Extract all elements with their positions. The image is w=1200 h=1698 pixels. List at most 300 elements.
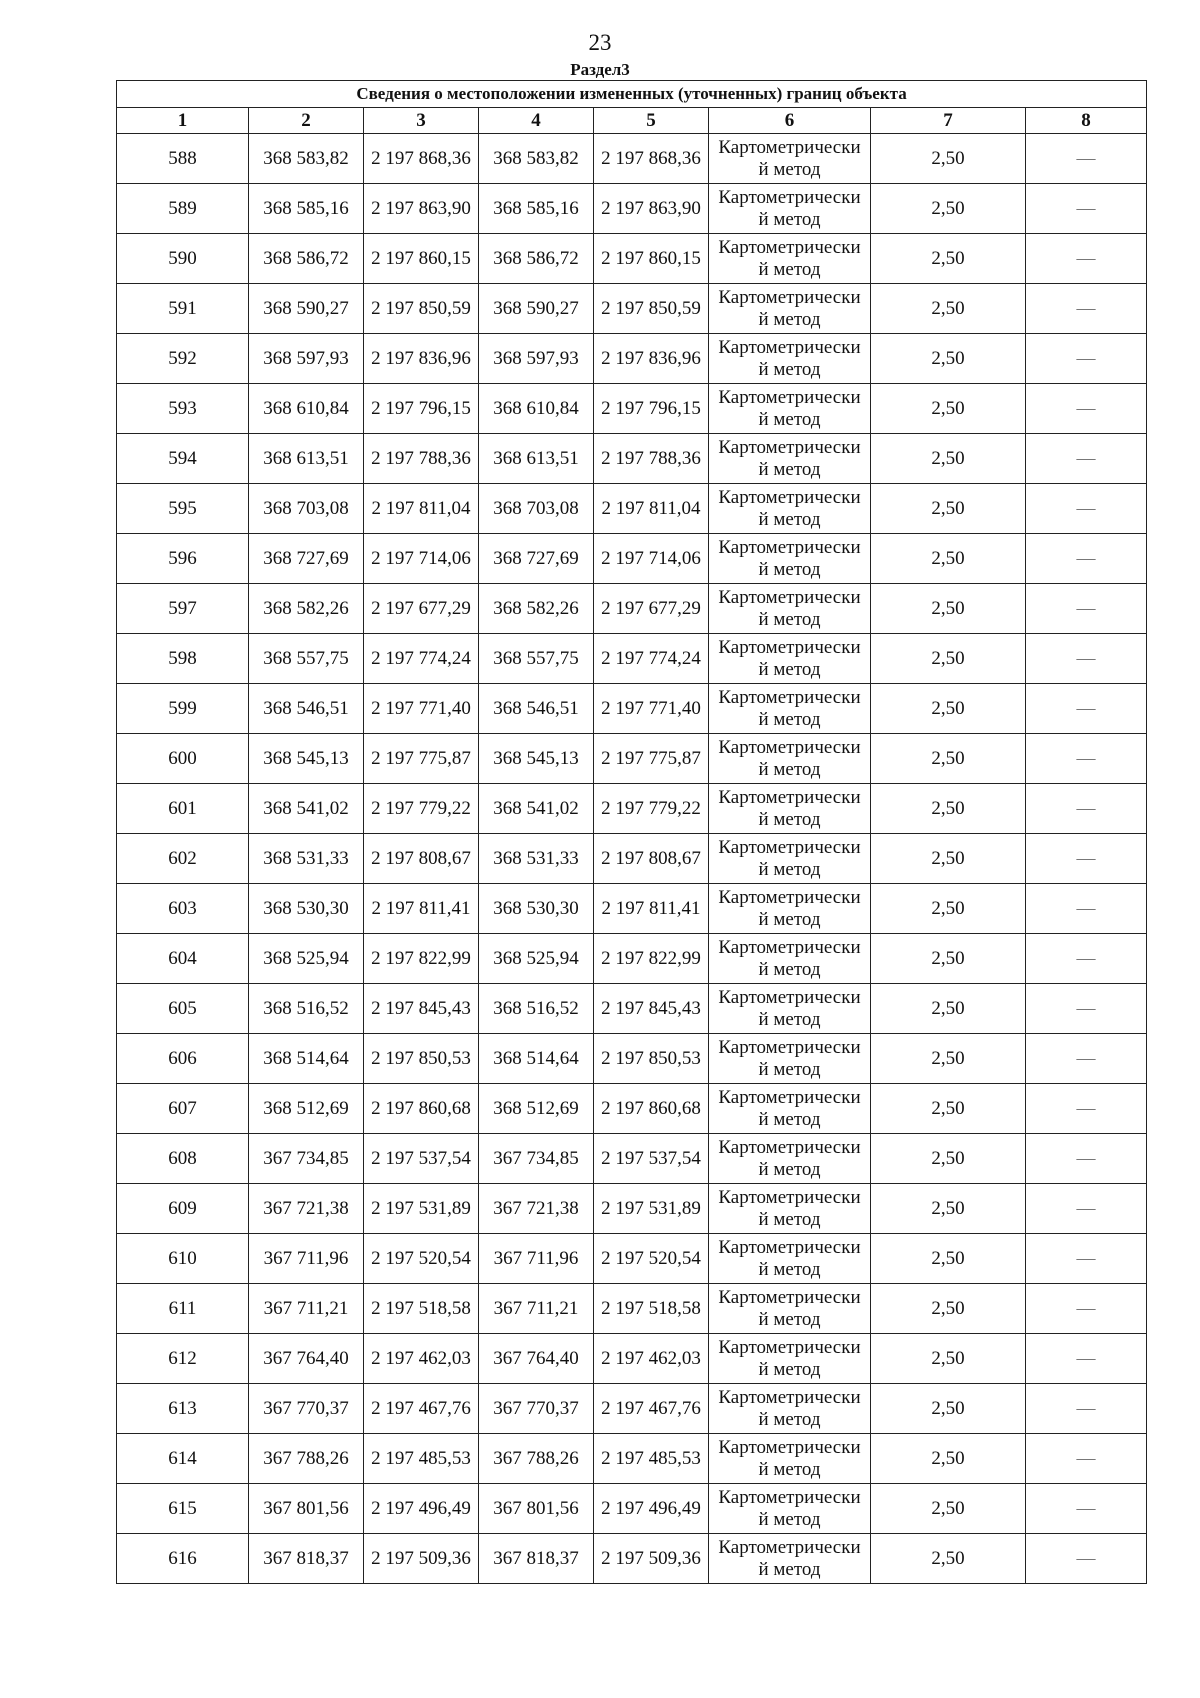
x-old-cell: 367 788,26: [249, 1434, 364, 1484]
method-line-1: Картометрически: [718, 236, 861, 258]
x-new-cell: 367 734,85: [479, 1134, 594, 1184]
method-cell: [709, 1484, 871, 1534]
x-old-cell: 368 514,64: [249, 1034, 364, 1084]
description-cell: —: [1026, 1284, 1147, 1334]
point-number-cell: 606: [117, 1034, 249, 1084]
method-line-2: й метод: [758, 1558, 821, 1580]
method-line-1: Картометрически: [718, 436, 861, 458]
y-new-cell: 2 197 836,96: [594, 334, 709, 384]
point-number-cell: 597: [117, 584, 249, 634]
x-new-cell: 368 703,08: [479, 484, 594, 534]
y-old-cell: 2 197 509,36: [364, 1534, 479, 1584]
x-new-cell: 367 711,96: [479, 1234, 594, 1284]
method-line-1: Картометрически: [718, 286, 861, 308]
accuracy-cell: 2,50: [871, 1534, 1026, 1584]
method-line-1: Картометрически: [718, 1536, 861, 1558]
method-line-1: Картометрически: [718, 836, 861, 858]
accuracy-cell: 2,50: [871, 334, 1026, 384]
method-cell: [709, 784, 871, 834]
point-number-cell: 612: [117, 1334, 249, 1384]
method-line-1: Картометрически: [718, 636, 861, 658]
boundary-coordinates-table: [116, 80, 1147, 1584]
point-number-cell: 602: [117, 834, 249, 884]
y-new-cell: 2 197 467,76: [594, 1384, 709, 1434]
point-number-cell: 604: [117, 934, 249, 984]
x-old-cell: 368 516,52: [249, 984, 364, 1034]
method-line-2: й метод: [758, 808, 821, 830]
method-cell: [709, 1384, 871, 1434]
table-row: [117, 384, 1147, 434]
description-cell: —: [1026, 334, 1147, 384]
x-old-cell: 367 801,56: [249, 1484, 364, 1534]
y-old-cell: 2 197 771,40: [364, 684, 479, 734]
y-new-cell: 2 197 771,40: [594, 684, 709, 734]
method-cell: [709, 384, 871, 434]
accuracy-cell: 2,50: [871, 534, 1026, 584]
description-cell: —: [1026, 1034, 1147, 1084]
method-line-2: й метод: [758, 1208, 821, 1230]
x-new-cell: 368 525,94: [479, 934, 594, 984]
description-cell: —: [1026, 1534, 1147, 1584]
accuracy-cell: 2,50: [871, 684, 1026, 734]
method-cell: [709, 484, 871, 534]
x-new-cell: 367 818,37: [479, 1534, 594, 1584]
table-row: [117, 934, 1147, 984]
method-cell: [709, 934, 871, 984]
description-cell: —: [1026, 134, 1147, 184]
accuracy-cell: 2,50: [871, 884, 1026, 934]
method-cell: [709, 1534, 871, 1584]
description-cell: —: [1026, 184, 1147, 234]
accuracy-cell: 2,50: [871, 1434, 1026, 1484]
y-old-cell: 2 197 863,90: [364, 184, 479, 234]
method-line-2: й метод: [758, 1058, 821, 1080]
method-cell: [709, 1284, 871, 1334]
point-number-cell: 615: [117, 1484, 249, 1534]
x-new-cell: 368 610,84: [479, 384, 594, 434]
method-cell: [709, 834, 871, 884]
method-cell: [709, 134, 871, 184]
table-row: [117, 1184, 1147, 1234]
table-row: [117, 1284, 1147, 1334]
y-new-cell: 2 197 822,99: [594, 934, 709, 984]
y-new-cell: 2 197 808,67: [594, 834, 709, 884]
table-row: [117, 1534, 1147, 1584]
x-new-cell: 368 583,82: [479, 134, 594, 184]
method-cell: [709, 334, 871, 384]
description-cell: —: [1026, 784, 1147, 834]
column-header-6: 6: [709, 108, 871, 134]
accuracy-cell: 2,50: [871, 1384, 1026, 1434]
method-cell: [709, 1034, 871, 1084]
y-new-cell: 2 197 531,89: [594, 1184, 709, 1234]
y-new-cell: 2 197 774,24: [594, 634, 709, 684]
x-old-cell: 368 597,93: [249, 334, 364, 384]
method-line-2: й метод: [758, 1408, 821, 1430]
method-cell: [709, 1234, 871, 1284]
method-line-1: Картометрически: [718, 736, 861, 758]
x-old-cell: 367 711,21: [249, 1284, 364, 1334]
method-cell: [709, 1184, 871, 1234]
x-new-cell: 368 557,75: [479, 634, 594, 684]
table-row: [117, 784, 1147, 834]
method-line-1: Картометрически: [718, 1486, 861, 1508]
x-old-cell: 368 583,82: [249, 134, 364, 184]
y-new-cell: 2 197 860,68: [594, 1084, 709, 1134]
description-cell: —: [1026, 584, 1147, 634]
table-row: [117, 1234, 1147, 1284]
method-cell: [709, 434, 871, 484]
x-old-cell: 367 818,37: [249, 1534, 364, 1584]
accuracy-cell: 2,50: [871, 834, 1026, 884]
method-line-2: й метод: [758, 1358, 821, 1380]
y-new-cell: 2 197 462,03: [594, 1334, 709, 1384]
method-line-2: й метод: [758, 158, 821, 180]
y-new-cell: 2 197 863,90: [594, 184, 709, 234]
method-line-2: й метод: [758, 458, 821, 480]
accuracy-cell: 2,50: [871, 934, 1026, 984]
method-line-1: Картометрически: [718, 1336, 861, 1358]
table-row: [117, 1484, 1147, 1534]
x-old-cell: 368 545,13: [249, 734, 364, 784]
x-old-cell: 368 610,84: [249, 384, 364, 434]
description-cell: —: [1026, 534, 1147, 584]
accuracy-cell: 2,50: [871, 284, 1026, 334]
x-old-cell: 368 586,72: [249, 234, 364, 284]
method-line-2: й метод: [758, 208, 821, 230]
x-new-cell: 367 764,40: [479, 1334, 594, 1384]
description-cell: —: [1026, 884, 1147, 934]
description-cell: —: [1026, 434, 1147, 484]
x-new-cell: 368 516,52: [479, 984, 594, 1034]
y-old-cell: 2 197 714,06: [364, 534, 479, 584]
x-old-cell: 367 764,40: [249, 1334, 364, 1384]
table-row: [117, 1334, 1147, 1384]
table-body: [117, 134, 1147, 1584]
point-number-cell: 607: [117, 1084, 249, 1134]
method-line-1: Картометрически: [718, 986, 861, 1008]
description-cell: —: [1026, 834, 1147, 884]
y-new-cell: 2 197 496,49: [594, 1484, 709, 1534]
y-old-cell: 2 197 850,53: [364, 1034, 479, 1084]
method-line-1: Картометрически: [718, 536, 861, 558]
x-old-cell: 368 585,16: [249, 184, 364, 234]
y-old-cell: 2 197 485,53: [364, 1434, 479, 1484]
method-line-1: Картометрически: [718, 1436, 861, 1458]
y-old-cell: 2 197 808,67: [364, 834, 479, 884]
point-number-cell: 609: [117, 1184, 249, 1234]
x-new-cell: 368 530,30: [479, 884, 594, 934]
method-line-1: Картометрически: [718, 336, 861, 358]
y-new-cell: 2 197 779,22: [594, 784, 709, 834]
table-row: [117, 1034, 1147, 1084]
point-number-cell: 608: [117, 1134, 249, 1184]
x-old-cell: 368 590,27: [249, 284, 364, 334]
accuracy-cell: 2,50: [871, 234, 1026, 284]
x-old-cell: 367 711,96: [249, 1234, 364, 1284]
method-line-2: й метод: [758, 1158, 821, 1180]
method-line-2: й метод: [758, 608, 821, 630]
accuracy-cell: 2,50: [871, 734, 1026, 784]
y-old-cell: 2 197 518,58: [364, 1284, 479, 1334]
y-old-cell: 2 197 775,87: [364, 734, 479, 784]
x-new-cell: 367 721,38: [479, 1184, 594, 1234]
y-old-cell: 2 197 860,68: [364, 1084, 479, 1134]
y-new-cell: 2 197 485,53: [594, 1434, 709, 1484]
method-line-1: Картометрически: [718, 586, 861, 608]
point-number-cell: 598: [117, 634, 249, 684]
y-old-cell: 2 197 836,96: [364, 334, 479, 384]
x-old-cell: 368 530,30: [249, 884, 364, 934]
method-cell: [709, 284, 871, 334]
method-line-1: Картометрически: [718, 686, 861, 708]
point-number-cell: 616: [117, 1534, 249, 1584]
y-old-cell: 2 197 537,54: [364, 1134, 479, 1184]
y-new-cell: 2 197 775,87: [594, 734, 709, 784]
x-old-cell: 367 770,37: [249, 1384, 364, 1434]
method-line-1: Картометрически: [718, 1236, 861, 1258]
table-row: [117, 284, 1147, 334]
y-old-cell: 2 197 467,76: [364, 1384, 479, 1434]
method-line-2: й метод: [758, 1508, 821, 1530]
table-caption: Сведения о местоположении измененных (уточненных) границ объекта: [117, 81, 1147, 108]
description-cell: —: [1026, 484, 1147, 534]
y-old-cell: 2 197 868,36: [364, 134, 479, 184]
x-old-cell: 368 512,69: [249, 1084, 364, 1134]
description-cell: —: [1026, 734, 1147, 784]
x-old-cell: 368 546,51: [249, 684, 364, 734]
x-new-cell: 368 727,69: [479, 534, 594, 584]
y-new-cell: 2 197 811,04: [594, 484, 709, 534]
description-cell: —: [1026, 684, 1147, 734]
description-cell: —: [1026, 634, 1147, 684]
description-cell: —: [1026, 284, 1147, 334]
method-cell: [709, 184, 871, 234]
accuracy-cell: 2,50: [871, 434, 1026, 484]
y-old-cell: 2 197 496,49: [364, 1484, 479, 1534]
method-cell: [709, 634, 871, 684]
table-row: [117, 1084, 1147, 1134]
method-line-1: Картометрически: [718, 1086, 861, 1108]
accuracy-cell: 2,50: [871, 1084, 1026, 1134]
description-cell: —: [1026, 1484, 1147, 1534]
method-line-1: Картометрически: [718, 136, 861, 158]
method-line-1: Картометрически: [718, 1386, 861, 1408]
point-number-cell: 613: [117, 1384, 249, 1434]
accuracy-cell: 2,50: [871, 1334, 1026, 1384]
x-new-cell: 367 788,26: [479, 1434, 594, 1484]
y-old-cell: 2 197 796,15: [364, 384, 479, 434]
x-new-cell: 367 711,21: [479, 1284, 594, 1334]
x-new-cell: 368 585,16: [479, 184, 594, 234]
y-new-cell: 2 197 520,54: [594, 1234, 709, 1284]
y-new-cell: 2 197 860,15: [594, 234, 709, 284]
accuracy-cell: 2,50: [871, 1134, 1026, 1184]
method-line-2: й метод: [758, 508, 821, 530]
y-new-cell: 2 197 518,58: [594, 1284, 709, 1334]
y-old-cell: 2 197 788,36: [364, 434, 479, 484]
method-line-2: й метод: [758, 658, 821, 680]
y-old-cell: 2 197 811,04: [364, 484, 479, 534]
method-line-1: Картометрически: [718, 1286, 861, 1308]
y-new-cell: 2 197 845,43: [594, 984, 709, 1034]
accuracy-cell: 2,50: [871, 984, 1026, 1034]
accuracy-cell: 2,50: [871, 1184, 1026, 1234]
method-line-1: Картометрически: [718, 936, 861, 958]
column-header-2: 2: [249, 108, 364, 134]
point-number-cell: 601: [117, 784, 249, 834]
accuracy-cell: 2,50: [871, 384, 1026, 434]
x-old-cell: 368 531,33: [249, 834, 364, 884]
x-old-cell: 368 582,26: [249, 584, 364, 634]
description-cell: —: [1026, 1334, 1147, 1384]
accuracy-cell: 2,50: [871, 134, 1026, 184]
point-number-cell: 589: [117, 184, 249, 234]
method-line-2: й метод: [758, 408, 821, 430]
x-old-cell: 368 727,69: [249, 534, 364, 584]
y-old-cell: 2 197 531,89: [364, 1184, 479, 1234]
table-row: [117, 534, 1147, 584]
point-number-cell: 611: [117, 1284, 249, 1334]
point-number-cell: 593: [117, 384, 249, 434]
column-header-7: 7: [871, 108, 1026, 134]
point-number-cell: 605: [117, 984, 249, 1034]
point-number-cell: 590: [117, 234, 249, 284]
method-cell: [709, 584, 871, 634]
description-cell: —: [1026, 984, 1147, 1034]
table-row: [117, 184, 1147, 234]
table-row: [117, 484, 1147, 534]
table-row: [117, 834, 1147, 884]
method-line-2: й метод: [758, 558, 821, 580]
method-line-2: й метод: [758, 1008, 821, 1030]
point-number-cell: 603: [117, 884, 249, 934]
column-header-5: 5: [594, 108, 709, 134]
description-cell: —: [1026, 1234, 1147, 1284]
column-header-4: 4: [479, 108, 594, 134]
method-line-2: й метод: [758, 358, 821, 380]
table-row: [117, 884, 1147, 934]
accuracy-cell: 2,50: [871, 1234, 1026, 1284]
x-new-cell: 367 770,37: [479, 1384, 594, 1434]
method-line-1: Картометрически: [718, 486, 861, 508]
method-line-2: й метод: [758, 758, 821, 780]
accuracy-cell: 2,50: [871, 634, 1026, 684]
x-new-cell: 368 514,64: [479, 1034, 594, 1084]
method-line-2: й метод: [758, 708, 821, 730]
point-number-cell: 599: [117, 684, 249, 734]
method-line-2: й метод: [758, 1258, 821, 1280]
accuracy-cell: 2,50: [871, 784, 1026, 834]
x-old-cell: 368 541,02: [249, 784, 364, 834]
x-new-cell: 368 590,27: [479, 284, 594, 334]
table-row: [117, 984, 1147, 1034]
y-old-cell: 2 197 779,22: [364, 784, 479, 834]
x-new-cell: 368 582,26: [479, 584, 594, 634]
table-row: [117, 734, 1147, 784]
point-number-cell: 610: [117, 1234, 249, 1284]
method-line-1: Картометрически: [718, 386, 861, 408]
method-line-2: й метод: [758, 1108, 821, 1130]
y-new-cell: 2 197 714,06: [594, 534, 709, 584]
y-old-cell: 2 197 850,59: [364, 284, 479, 334]
y-old-cell: 2 197 462,03: [364, 1334, 479, 1384]
y-old-cell: 2 197 811,41: [364, 884, 479, 934]
accuracy-cell: 2,50: [871, 484, 1026, 534]
column-header-row: [117, 108, 1147, 134]
accuracy-cell: 2,50: [871, 1034, 1026, 1084]
method-line-1: Картометрически: [718, 1136, 861, 1158]
y-new-cell: 2 197 796,15: [594, 384, 709, 434]
accuracy-cell: 2,50: [871, 1284, 1026, 1334]
section-title: Раздел3: [570, 60, 630, 79]
x-new-cell: 368 613,51: [479, 434, 594, 484]
table-row: [117, 1434, 1147, 1484]
method-line-2: й метод: [758, 908, 821, 930]
method-cell: [709, 1134, 871, 1184]
method-cell: [709, 1434, 871, 1484]
y-old-cell: 2 197 845,43: [364, 984, 479, 1034]
x-old-cell: 368 613,51: [249, 434, 364, 484]
y-old-cell: 2 197 520,54: [364, 1234, 479, 1284]
method-line-2: й метод: [758, 1458, 821, 1480]
x-new-cell: 368 512,69: [479, 1084, 594, 1134]
x-old-cell: 367 734,85: [249, 1134, 364, 1184]
y-new-cell: 2 197 850,53: [594, 1034, 709, 1084]
method-cell: [709, 534, 871, 584]
table-row: [117, 684, 1147, 734]
description-cell: —: [1026, 1384, 1147, 1434]
point-number-cell: 614: [117, 1434, 249, 1484]
x-new-cell: 368 546,51: [479, 684, 594, 734]
table-caption-row: [117, 81, 1147, 108]
method-cell: [709, 734, 871, 784]
x-new-cell: 368 597,93: [479, 334, 594, 384]
x-new-cell: 368 545,13: [479, 734, 594, 784]
description-cell: —: [1026, 1084, 1147, 1134]
x-old-cell: 368 525,94: [249, 934, 364, 984]
point-number-cell: 592: [117, 334, 249, 384]
method-line-1: Картометрически: [718, 1036, 861, 1058]
table-row: [117, 584, 1147, 634]
point-number-cell: 591: [117, 284, 249, 334]
point-number-cell: 596: [117, 534, 249, 584]
description-cell: —: [1026, 1184, 1147, 1234]
y-old-cell: 2 197 677,29: [364, 584, 479, 634]
page-number: 23: [588, 30, 612, 55]
x-new-cell: 368 531,33: [479, 834, 594, 884]
y-old-cell: 2 197 860,15: [364, 234, 479, 284]
y-new-cell: 2 197 677,29: [594, 584, 709, 634]
method-cell: [709, 984, 871, 1034]
method-line-2: й метод: [758, 1308, 821, 1330]
x-new-cell: 367 801,56: [479, 1484, 594, 1534]
x-old-cell: 368 703,08: [249, 484, 364, 534]
y-new-cell: 2 197 868,36: [594, 134, 709, 184]
y-new-cell: 2 197 850,59: [594, 284, 709, 334]
y-old-cell: 2 197 774,24: [364, 634, 479, 684]
accuracy-cell: 2,50: [871, 584, 1026, 634]
method-line-2: й метод: [758, 858, 821, 880]
y-old-cell: 2 197 822,99: [364, 934, 479, 984]
table-row: [117, 134, 1147, 184]
method-cell: [709, 1334, 871, 1384]
x-new-cell: 368 586,72: [479, 234, 594, 284]
method-cell: [709, 884, 871, 934]
y-new-cell: 2 197 509,36: [594, 1534, 709, 1584]
y-new-cell: 2 197 811,41: [594, 884, 709, 934]
point-number-cell: 588: [117, 134, 249, 184]
